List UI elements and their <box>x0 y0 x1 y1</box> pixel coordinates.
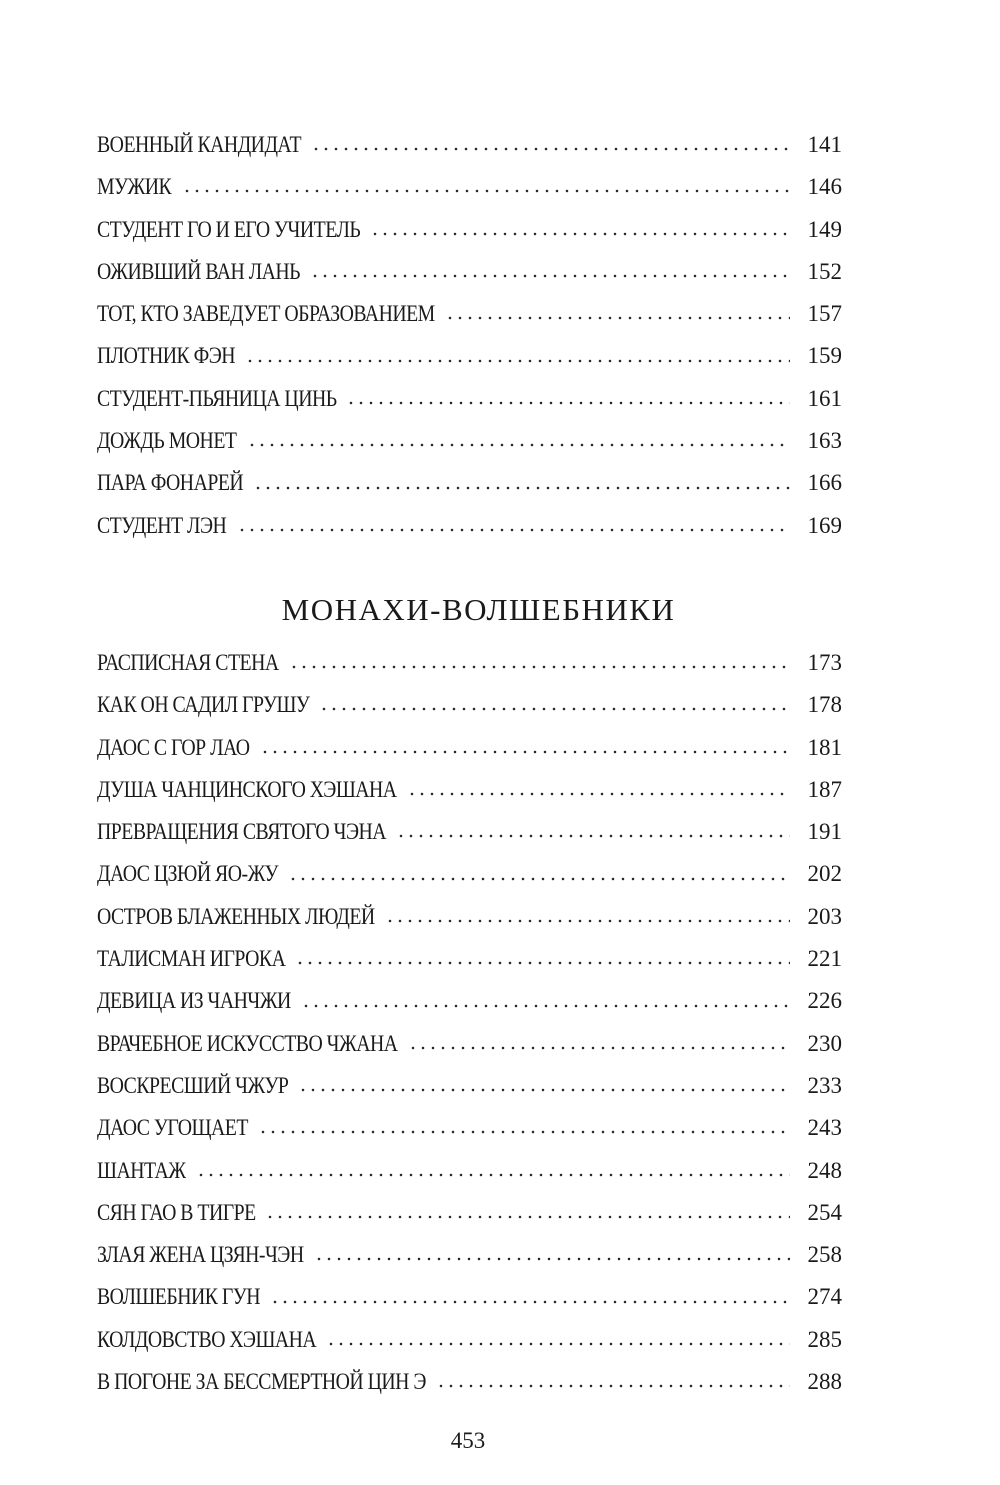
entry-page-number: 288 <box>807 1369 842 1395</box>
entry-page-number: 254 <box>807 1199 842 1225</box>
toc-entry[interactable] <box>97 769 842 811</box>
toc-list <box>97 642 842 1403</box>
toc-entry[interactable] <box>97 811 842 853</box>
entry-page-number: 178 <box>807 692 842 718</box>
entry-page-number: 258 <box>807 1242 842 1268</box>
entry-page-number: 169 <box>807 512 842 538</box>
entry-title: КОЛДОВСТВО ХЭШАНА <box>97 1326 317 1352</box>
entry-page-number: 141 <box>807 132 842 157</box>
entry-title: ДОЖДЬ МОНЕТ <box>97 428 237 454</box>
toc-entry[interactable] <box>97 684 842 726</box>
entry-title: ДУША ЧАНЦИНСКОГО ХЭШАНА <box>97 776 397 802</box>
dot-leader <box>270 1292 790 1312</box>
entry-page-number: 226 <box>807 988 842 1014</box>
entry-page-number: 161 <box>807 385 842 411</box>
entry-title: ПАРА ФОНАРЕЙ <box>97 470 244 496</box>
entry-page-number: 181 <box>807 734 842 760</box>
dot-leader <box>237 520 790 540</box>
dot-leader <box>385 911 790 931</box>
dot-leader <box>295 953 790 973</box>
toc-entry[interactable] <box>97 1023 842 1065</box>
dot-leader <box>289 657 790 677</box>
toc-entry[interactable] <box>97 251 842 293</box>
entry-page-number: 159 <box>807 343 842 369</box>
dot-leader <box>253 478 790 498</box>
entry-page-number: 166 <box>807 470 842 496</box>
entry-page-number: 191 <box>807 819 842 845</box>
toc-entry[interactable] <box>97 420 842 462</box>
dot-leader <box>247 435 790 455</box>
toc-list <box>97 124 842 547</box>
entry-page-number: 187 <box>807 776 842 802</box>
toc-entry[interactable] <box>97 1276 842 1318</box>
entry-title: ОСТРОВ БЛАЖЕННЫХ ЛЮДЕЙ <box>97 903 375 929</box>
entry-title: ДЕВИЦА ИЗ ЧАНЧЖИ <box>97 988 291 1014</box>
toc-entry[interactable] <box>97 462 842 504</box>
toc-entry[interactable] <box>97 293 842 335</box>
dot-leader <box>258 1122 790 1142</box>
dot-leader <box>445 308 791 328</box>
toc-entry[interactable] <box>97 1234 842 1276</box>
dot-leader <box>319 699 790 719</box>
entry-page-number: 203 <box>807 903 842 929</box>
dot-leader <box>265 1207 790 1227</box>
page-number: 453 <box>450 1428 486 1453</box>
entry-title: ЗЛАЯ ЖЕНА ЦЗЯН-ЧЭН <box>97 1242 304 1268</box>
toc-entry[interactable] <box>97 1192 842 1234</box>
entry-title: ВРАЧЕБНОЕ ИСКУССТВО ЧЖАНА <box>97 1030 398 1056</box>
entry-page-number: 152 <box>807 258 842 284</box>
entry-page-number: 163 <box>807 428 842 454</box>
dot-leader <box>301 996 790 1016</box>
entry-page-number: 149 <box>807 216 842 242</box>
entry-title: ВОЕННЫЙ КАНДИДАТ <box>97 132 302 157</box>
toc-entry[interactable] <box>97 1107 842 1149</box>
entry-title: ПРЕВРАЩЕНИЯ СВЯТОГО ЧЭНА <box>97 819 387 845</box>
entry-title: ДАОС УГОЩАЕТ <box>97 1115 248 1141</box>
toc-entry[interactable] <box>97 896 842 938</box>
entry-title: ДАОС ЦЗЮЙ ЯО-ЖУ <box>97 861 278 887</box>
entry-page-number: 243 <box>807 1115 842 1141</box>
dot-leader <box>346 393 790 413</box>
entry-page-number: 233 <box>807 1072 842 1098</box>
dot-leader <box>396 826 790 846</box>
toc-entry[interactable] <box>97 1319 842 1361</box>
dot-leader <box>182 181 790 201</box>
dot-leader <box>408 1038 790 1058</box>
entry-title: СЯН ГАО В ТИГРЕ <box>97 1199 256 1225</box>
dot-leader <box>245 351 790 371</box>
dot-leader <box>436 1376 790 1396</box>
entry-title: В ПОГОНЕ ЗА БЕССМЕРТНОЙ ЦИН Э <box>97 1369 426 1395</box>
entry-title: СТУДЕНТ ГО И ЕГО УЧИТЕЛЬ <box>97 216 361 242</box>
toc-entry[interactable] <box>97 642 842 684</box>
toc-entry[interactable] <box>97 980 842 1022</box>
entry-page-number: 230 <box>807 1030 842 1056</box>
toc-entry[interactable] <box>97 505 842 547</box>
dot-leader <box>311 139 790 159</box>
entry-title: КАК ОН САДИЛ ГРУШУ <box>97 692 310 718</box>
dot-leader <box>196 1165 791 1185</box>
toc-entry[interactable] <box>97 727 842 769</box>
entry-title: ОЖИВШИЙ ВАН ЛАНЬ <box>97 258 301 284</box>
entry-page-number: 221 <box>807 946 842 972</box>
entry-page-number: 157 <box>807 301 842 327</box>
toc-section-2 <box>97 588 842 1403</box>
toc-section-1 <box>97 124 842 547</box>
entry-page-number: 173 <box>807 650 842 675</box>
entry-title: ТОТ, КТО ЗАВЕДУЕТ ОБРАЗОВАНИЕМ <box>97 301 435 327</box>
dot-leader <box>326 1334 790 1354</box>
toc-entry[interactable] <box>97 166 842 208</box>
entry-title: ВОСКРЕСШИЙ ЧЖУР <box>97 1072 289 1098</box>
dot-leader <box>310 266 790 286</box>
toc-entry[interactable] <box>97 853 842 895</box>
dot-leader <box>407 784 790 804</box>
toc-entry[interactable] <box>97 1065 842 1107</box>
entry-title: СТУДЕНТ-ПЬЯНИЦА ЦИНЬ <box>97 385 337 411</box>
toc-entry[interactable] <box>97 378 842 420</box>
dot-leader <box>260 742 790 762</box>
dot-leader <box>370 224 790 244</box>
dot-leader <box>298 1080 790 1100</box>
toc-entry[interactable] <box>97 335 842 377</box>
entry-title: МУЖИК <box>97 174 172 200</box>
entry-page-number: 146 <box>807 174 842 200</box>
toc-entry[interactable] <box>97 209 842 251</box>
entry-title: ВОЛШЕБНИК ГУН <box>97 1284 261 1310</box>
entry-page-number: 274 <box>807 1284 842 1310</box>
entry-page-number: 202 <box>807 861 842 887</box>
toc-entry[interactable] <box>97 1361 842 1403</box>
entry-page-number: 285 <box>807 1326 842 1352</box>
entry-page-number: 248 <box>807 1157 842 1183</box>
entry-title: РАСПИСНАЯ СТЕНА <box>97 650 279 675</box>
entry-title: СТУДЕНТ ЛЭН <box>97 512 227 538</box>
toc-entry[interactable] <box>97 938 842 980</box>
section-heading: МОНАХИ-ВОЛШЕБНИКИ <box>281 592 676 627</box>
dot-leader <box>288 869 790 889</box>
dot-leader <box>314 1249 790 1269</box>
entry-title: ПЛОТНИК ФЭН <box>97 343 236 369</box>
toc-entry[interactable] <box>97 1150 842 1192</box>
entry-title: ШАНТАЖ <box>97 1157 186 1183</box>
toc-entry[interactable] <box>97 124 842 166</box>
entry-title: ТАЛИСМАН ИГРОКА <box>97 946 286 972</box>
entry-title: ДАОС С ГОР ЛАО <box>97 734 250 760</box>
